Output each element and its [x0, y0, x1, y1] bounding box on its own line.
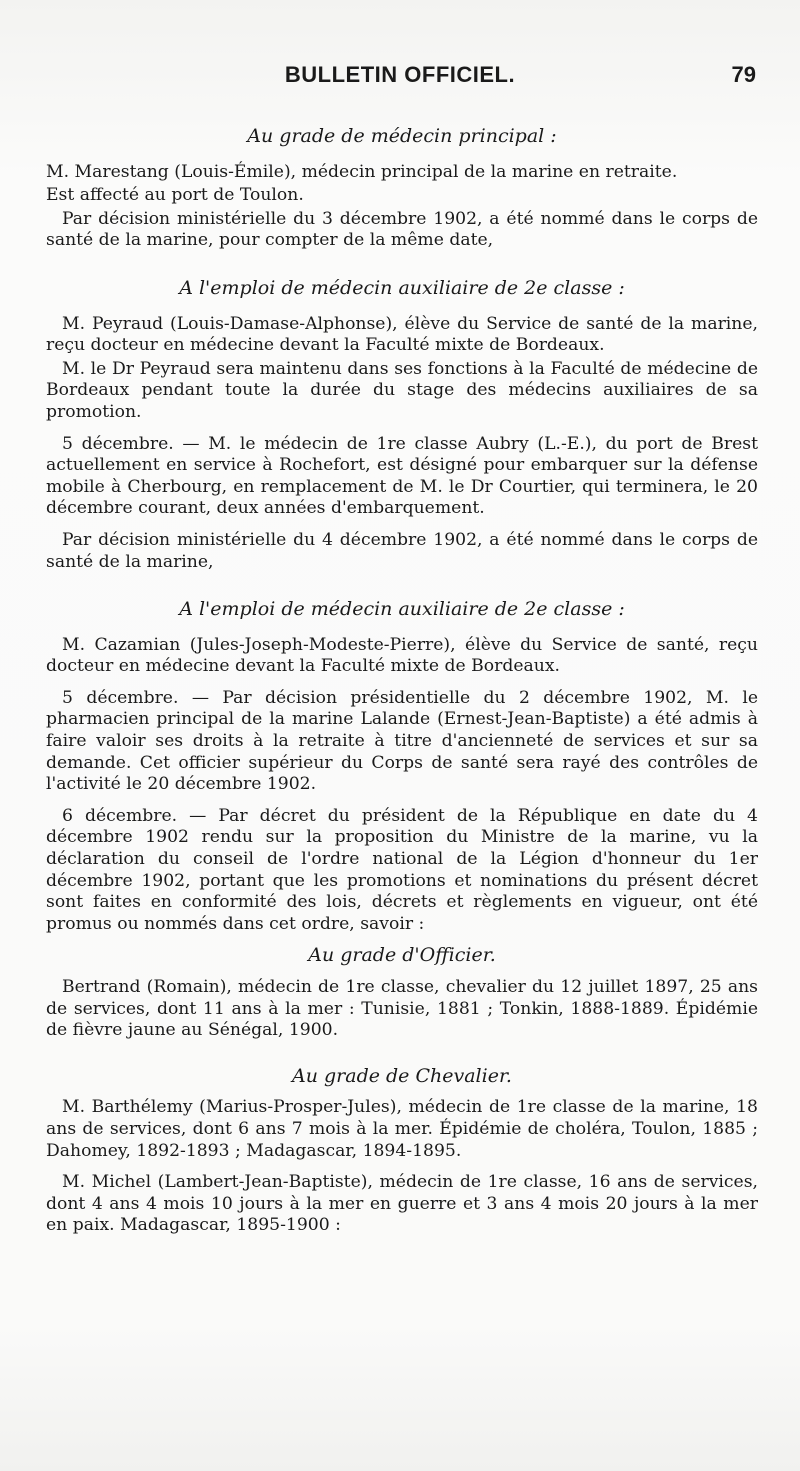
running-title: BULLETIN OFFICIEL. [284, 62, 516, 87]
paragraph: M. Michel (Lambert-Jean-Baptiste), médecin de 1re classe, 16 ans de services, dont 4 ans 4 mois 10 jours à la mer en guerre et 3 ans 4 mois 20 jours à la mer en paix. Madagascar, 1895-1900 : [46, 1172, 758, 1236]
paragraph: M. Barthélemy (Marius-Prosper-Jules), médecin de 1re classe de la marine, 18 ans de services, dont 6 ans 7 mois à la mer. Épidémie de choléra, Toulon, 1885 ; Dahomey, 1892-1893 ; Madagascar, 1894-1895. [46, 1097, 758, 1161]
section-heading: Au grade d'Officier. [308, 944, 496, 967]
page-header [40, 62, 760, 98]
page-number: 79 [731, 62, 756, 87]
section-heading: Au grade de médecin principal : [247, 125, 557, 147]
paragraph: Bertrand (Romain), médecin de 1re classe, chevalier du 12 juillet 1897, 25 ans de services, dont 11 ans à la mer : Tunisie, 1881 ; Tonkin, 1888-1889. Épidémie de fièvre jaune au Sénégal, 1900. [46, 977, 758, 1041]
paragraph: 5 décembre. — Par décision présidentielle du 2 décembre 1902, M. le pharmacien principal de la marine Lalande (Ernest-Jean-Baptiste) a été admis à faire valoir ses droits à la retraite à titre d'ancienneté de services et sur sa demande. Cet officier supérieur du Corps de santé sera rayé des contrôles de l'activité le 20 décembre 1902. [46, 687, 758, 795]
paragraph: M. Peyraud (Louis-Damase-Alphonse), élève du Service de santé de la marine, reçu docteur en médecine devant la Faculté mixte de Bordeaux. [46, 313, 758, 356]
section-heading: A l'emploi de médecin auxiliaire de 2e classe : [179, 598, 625, 621]
paragraph: 5 décembre. — M. le médecin de 1re classe Aubry (L.-E.), du port de Brest actuellement en service à Rochefort, est désigné pour embarquer sur la défense mobile à Cherbourg, en remplacement de M. le Dr Courtier, qui terminera, le 20 décembre courant, deux années d'embarquement. [46, 433, 758, 519]
paragraph: Est affecté au port de Toulon. [46, 185, 304, 206]
section-heading: Au grade de Chevalier. [292, 1064, 512, 1087]
paragraph: M. le Dr Peyraud sera maintenu dans ses fonctions à la Faculté de médecine de Bordeaux pendant toute la durée du stage des médecins auxiliaires de sa promotion. [46, 358, 758, 422]
section-heading: A l'emploi de médecin auxiliaire de 2e classe : [179, 276, 625, 299]
paragraph: M. Marestang (Louis-Émile), médecin principal de la marine en retraite. [46, 161, 678, 182]
paragraph: Par décision ministérielle du 4 décembre 1902, a été nommé dans le corps de santé de la marine, [46, 529, 758, 572]
page-body [46, 118, 758, 1247]
paragraph: Par décision ministérielle du 3 décembre 1902, a été nommé dans le corps de santé de la marine, pour compter de la même date, [46, 208, 758, 251]
paragraph: M. Cazamian (Jules-Joseph-Modeste-Pierre), élève du Service de santé, reçu docteur en médecine devant la Faculté mixte de Bordeaux. [46, 634, 758, 677]
paragraph: 6 décembre. — Par décret du président de la République en date du 4 décembre 1902 rendu sur la proposition du Ministre de la marine, vu la déclaration du conseil de l'ordre national de la Légion d'honneur du 1er décembre 1902, portant que les promotions et nominations du présent décret sont faites en conformité des lois, décrets et règlements en vigueur, ont été promus ou nommés dans cet ordre, savoir : [46, 805, 758, 934]
